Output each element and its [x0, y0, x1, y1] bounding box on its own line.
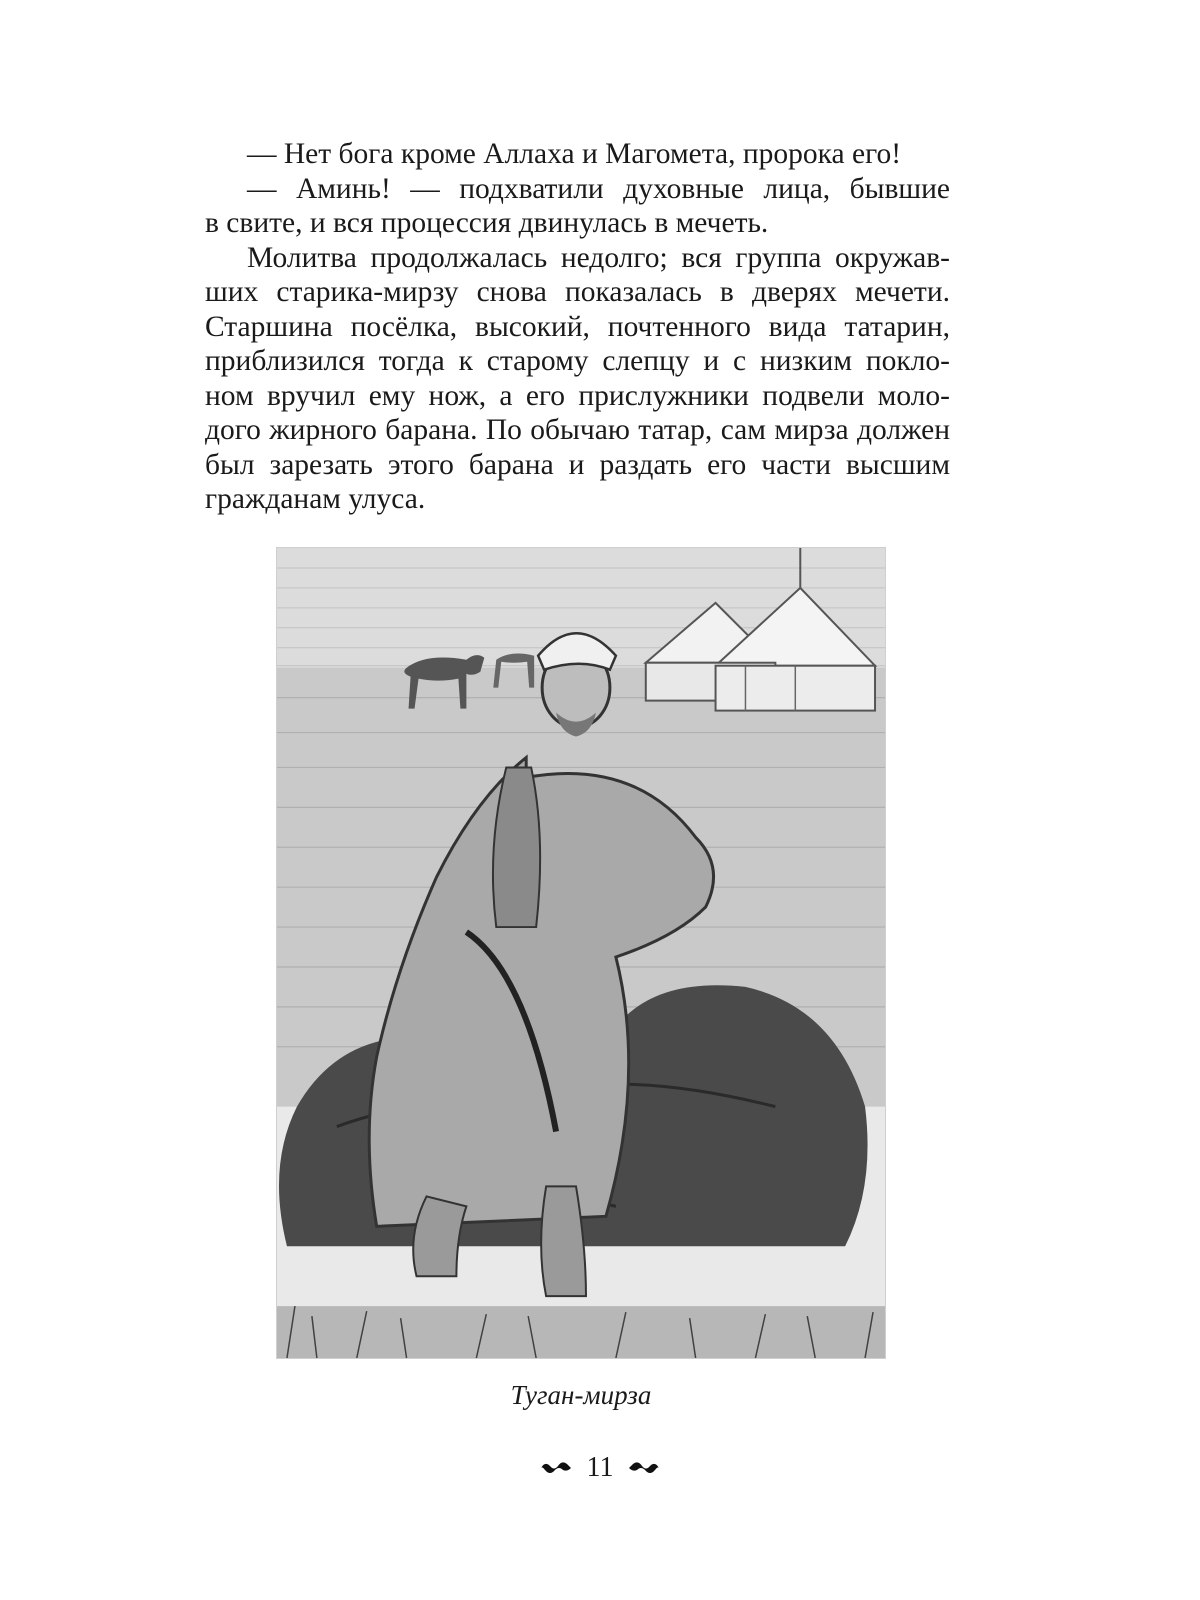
page-folio [0, 1452, 1200, 1484]
text-line: Молитва продолжалась недолго; вся группа окружав- [247, 241, 950, 274]
text-line: дого жирного барана. По обычаю татар, сам мирза должен [205, 414, 950, 446]
ornament-left-icon [539, 1460, 573, 1476]
text-line: ших старика-мирзу снова показалась в дверях мечети. [205, 276, 950, 308]
engraving-illustration [276, 547, 886, 1359]
text-line: — Нет бога кроме Аллаха и Магомета, пророка его! [247, 138, 902, 170]
text-line: был зарезать этого барана и раздать его части высшим [205, 448, 950, 481]
tugan-mirza-engraving [277, 548, 885, 1358]
body-text [205, 137, 950, 517]
ornament-right-icon [627, 1460, 661, 1476]
page-number: 11 [586, 1452, 614, 1483]
text-line: ном вручил ему нож, а его прислужники подвели моло- [205, 379, 950, 412]
text-line: в свите, и вся процессия двинулась в мечеть. [205, 207, 769, 239]
text-line: гражданам улуса. [205, 483, 426, 515]
text-line: — Аминь! — подхватили духовные лица, бывшие [247, 172, 950, 205]
text-line: Старшина посёлка, высокий, почтенного вида татарин, [205, 310, 950, 343]
illustration-caption: Туган-мирза [510, 1380, 652, 1410]
text-line: приблизился тогда к старому слепцу и с низким покло- [205, 345, 950, 377]
